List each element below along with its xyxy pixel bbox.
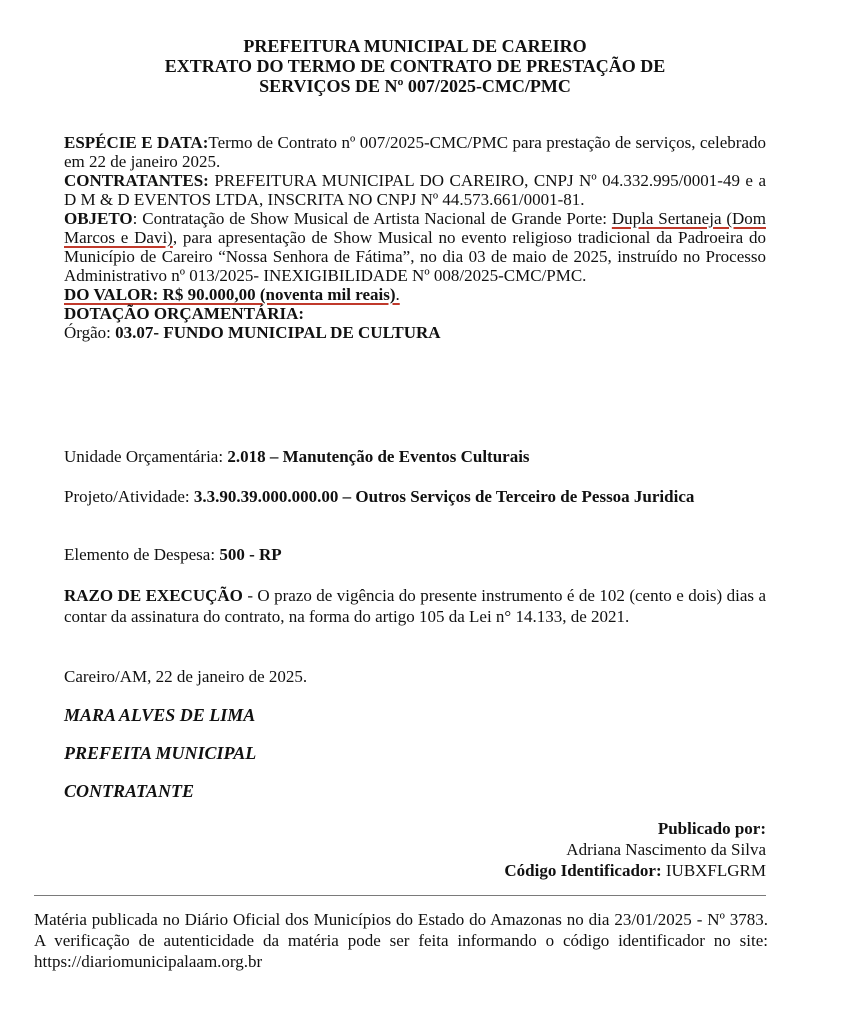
elemento-paragraph — [64, 545, 766, 564]
valor-paragraph — [64, 285, 766, 304]
publicado-label: Publicado por: — [657, 819, 766, 838]
codigo-value: IUBXFLGRM — [661, 861, 766, 880]
especie-label: ESPÉCIE E DATA: — [64, 133, 209, 152]
objeto-text-a: : Contratação de Show Musical de Artista Nacional de Grande Porte: — [132, 209, 612, 228]
dotacao-label: DOTAÇÃO ORÇAMENTÁRIA: — [64, 304, 305, 323]
footer-divider — [34, 895, 766, 896]
prazo-text: - O prazo de vigência do presente instrumento é de 102 (cento e dois) dias a contar da assinatura do contrato, na forma do artigo 105 da Lei n° 14.133, de 2021. — [64, 586, 766, 626]
contratantes-paragraph — [64, 171, 766, 209]
signature-party: CONTRATANTE — [64, 781, 195, 801]
valor-end: . — [395, 285, 400, 304]
unidade-value: 2.018 – Manutenção de Eventos Culturais — [227, 447, 530, 466]
codigo-line — [420, 860, 766, 881]
unidade-paragraph — [64, 447, 766, 466]
elemento-label: Elemento de Despesa: — [64, 545, 220, 564]
valor-label: DO VALOR: R$ 90.000,00 (noventa mil reais) — [64, 285, 396, 304]
orgao-paragraph — [64, 323, 766, 342]
projeto-label: Projeto/Atividade: — [64, 487, 194, 506]
orgao-label: Órgão: — [64, 323, 116, 342]
header-line-3: SERVIÇOS DE Nº 007/2025-CMC/PMC — [259, 76, 571, 96]
publication-block — [420, 818, 766, 881]
objeto-highlight: Dupla Sertaneja (Dom Marcos e Davi) — [64, 209, 766, 247]
header-line-2: EXTRATO DO TERMO DE CONTRATO DE PRESTAÇÃO DE — [164, 56, 666, 76]
footer-text: Matéria publicada no Diário Oficial dos Municípios do Estado do Amazonas no dia 23/01/2025 - Nº 3783. A verificação de autenticidade da matéria pode ser feita informando o código identificador no site: https://diariomunicipalaam.org.br — [34, 910, 768, 971]
document-header — [0, 36, 830, 96]
header-line-1: PREFEITURA MUNICIPAL DE CAREIRO — [243, 36, 587, 56]
publicado-name: Adriana Nascimento da Silva — [566, 840, 766, 859]
prazo-paragraph — [64, 585, 766, 627]
prazo-label: RAZO DE EXECUÇÃO — [64, 586, 243, 605]
local-data: Careiro/AM, 22 de janeiro de 2025. — [64, 667, 308, 686]
signature-role: PREFEITA MUNICIPAL — [64, 743, 257, 763]
especie-text: Termo de Contrato nº 007/2025-CMC/PMC para prestação de serviços, celebrado em 22 de janeiro 2025. — [64, 133, 766, 171]
elemento-value: 500 - RP — [219, 545, 282, 564]
projeto-value: 3.3.90.39.000.000.00 – Outros Serviços de Terceiro de Pessoa Juridica — [193, 487, 695, 506]
contratantes-text: PREFEITURA MUNICIPAL DO CAREIRO, CNPJ Nº 04.332.995/0001-49 e a D M & D EVENTOS LTDA, INSCRITA NO CNPJ Nº 44.573.661/0001-81. — [64, 171, 766, 209]
contract-summary — [64, 133, 766, 342]
orgao-value: 03.07- FUNDO MUNICIPAL DE CULTURA — [115, 323, 441, 342]
unidade-label: Unidade Orçamentária: — [64, 447, 228, 466]
contratantes-label: CONTRATANTES: — [64, 171, 209, 190]
objeto-label: OBJETO — [64, 209, 133, 228]
especie-paragraph — [64, 133, 766, 171]
signature-name: MARA ALVES DE LIMA — [64, 705, 256, 725]
codigo-label: Código Identificador: — [504, 861, 662, 880]
objeto-paragraph — [64, 209, 766, 285]
projeto-paragraph — [64, 486, 766, 507]
objeto-text-b: , para apresentação de Show Musical no evento religioso tradicional da Padroeira do Município de Careiro “Nossa Senhora de Fátima”, no dia 03 de maio de 2025, instruído no Processo Administrativo nº 013/2025- INEXIGIBILIDADE Nº 008/2025-CMC/PMC. — [64, 228, 766, 285]
